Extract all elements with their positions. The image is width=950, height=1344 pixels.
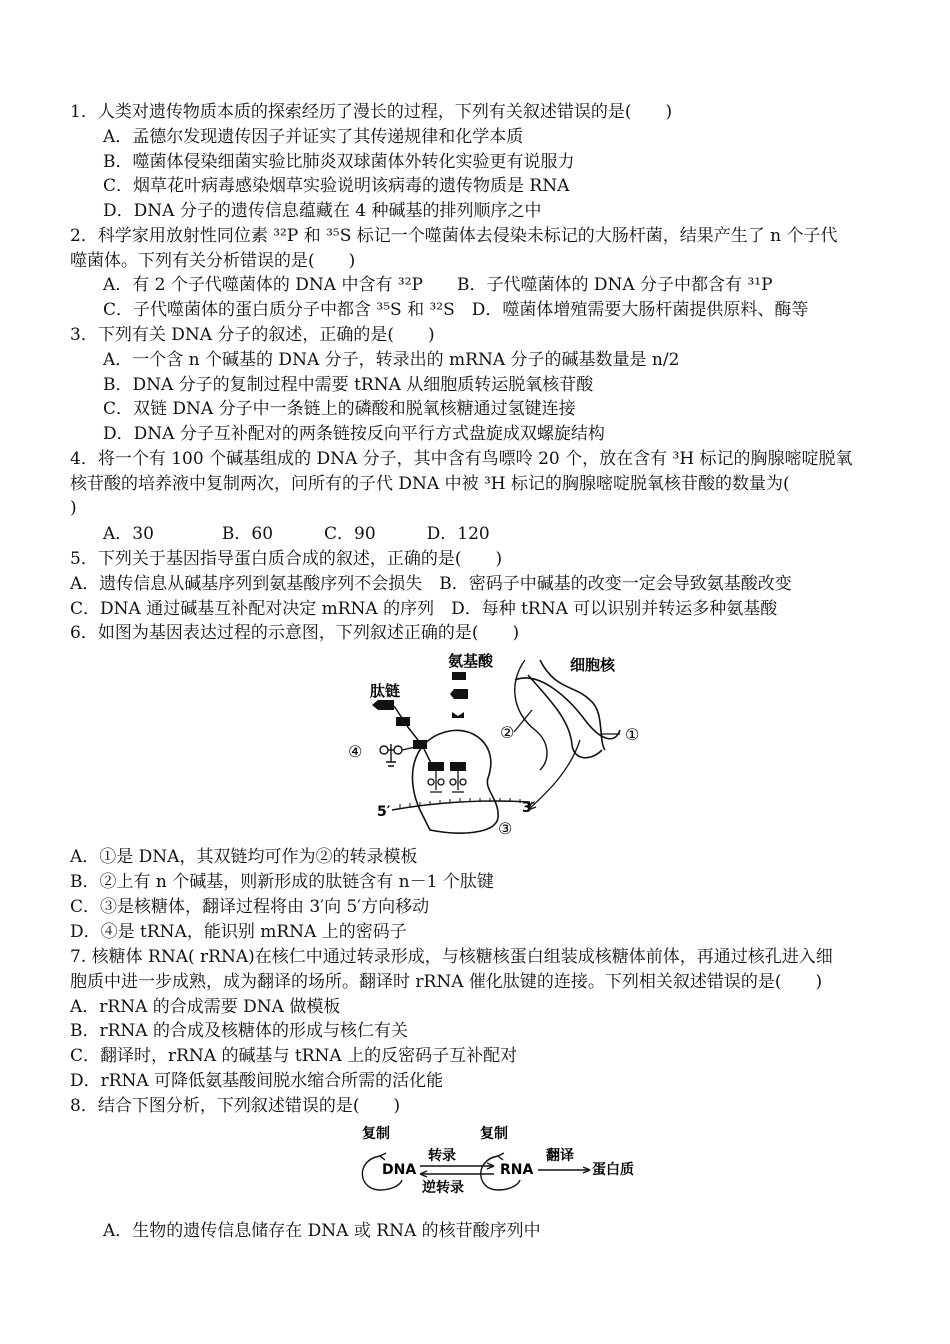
q7-option-b: B．rRNA 的合成及核糖体的形成与核仁有关 (70, 1021, 408, 1041)
label-5-prime: 5′ (377, 804, 391, 820)
q1-option-d: D．DNA 分子的遗传信息蕴藏在 4 种碱基的排列顺序之中 (103, 201, 542, 221)
q6-stem: 6．如图为基因表达过程的示意图，下列叙述正确的是( ) (70, 623, 520, 643)
mrna-strand (392, 801, 530, 810)
q5-options-cd: C．DNA 通过碱基互补配对决定 mRNA 的序列 D．每种 tRNA 可以识别并转运多种氨基酸 (70, 599, 778, 619)
q4-stem-line3: ) (70, 498, 77, 518)
dna-helix (515, 660, 620, 758)
label-3-prime: 3′ (522, 800, 536, 816)
label-replication-rna: 复制 (480, 1126, 508, 1142)
q8-stem: 8．结合下图分析，下列叙述错误的是( ) (70, 1096, 401, 1116)
q8-option-a: A．生物的遗传信息储存在 DNA 或 RNA 的核苷酸序列中 (103, 1221, 541, 1241)
q1-stem: 1．人类对遗传物质本质的探索经历了漫长的过程，下列有关叙述错误的是( ) (70, 102, 673, 122)
nucleus-membrane (515, 660, 547, 770)
label-protein: 蛋白质 (592, 1162, 634, 1178)
q7-option-d: D．rRNA 可降低氨基酸间脱水缩合所需的活化能 (70, 1071, 444, 1091)
q6-option-d: D．④是 tRNA，能识别 mRNA 上的密码子 (70, 922, 407, 942)
q2-stem-line1: 2．科学家用放射性同位素 ³²P 和 ³⁵S 标记一个噬菌体去侵染未标记的大肠杆菌，结果产生了 n 个子代 (70, 226, 838, 246)
q2-options-ab: A．有 2 个子代噬菌体的 DNA 中含有 ³²P B．子代噬菌体的 DNA 分子中都含有 ³¹P (103, 275, 773, 295)
central-dogma-diagram (350, 1120, 650, 1200)
amino-acid-shapes (450, 672, 468, 718)
gene-expression-diagram (340, 650, 670, 840)
q3-option-c: C．双链 DNA 分子中一条链上的磷酸和脱氧核糖通过氢键连接 (103, 399, 576, 419)
marker-2: ② (500, 723, 515, 742)
q4-stem-line2: 核苷酸的培养液中复制两次，问所有的子代 DNA 中被 ³H 标记的胸腺嘧啶脱氧核苷酸的数量为( (70, 474, 790, 494)
q6-option-a: A．①是 DNA，其双链均可作为②的转录模板 (70, 847, 418, 867)
q1-option-b: B．噬菌体侵染细菌实验比肺炎双球菌体外转化实验更有说服力 (103, 152, 575, 172)
q4-options: A．30 B．60 C．90 D．120 (103, 524, 490, 544)
marker-1: ① (625, 725, 640, 744)
q7-option-a: A．rRNA 的合成需要 DNA 做模板 (70, 997, 341, 1017)
q2-stem-line2: 噬菌体。下列有关分析错误的是( ) (70, 251, 356, 271)
label-replication-dna: 复制 (362, 1126, 390, 1142)
label-reverse-transcription: 逆转录 (422, 1180, 464, 1196)
q7-option-c: C．翻译时，rRNA 的碱基与 tRNA 上的反密码子互补配对 (70, 1046, 518, 1066)
q4-stem-line1: 4．将一个有 100 个碱基组成的 DNA 分子，其中含有鸟嘌呤 20 个，放在含有 ³H 标记的胸腺嘧啶脱氧 (70, 449, 853, 469)
q5-stem: 5．下列关于基因指导蛋白质合成的叙述，正确的是( ) (70, 549, 503, 569)
marker-3: ③ (498, 819, 513, 838)
q3-stem: 3．下列有关 DNA 分子的叙述，正确的是( ) (70, 325, 435, 345)
q7-stem-line1: 7. 核糖体 RNA( rRNA)在核仁中通过转录形成，与核糖核蛋白组装成核糖体前体，再通过核孔进入细 (70, 947, 833, 967)
label-rna: RNA (500, 1162, 534, 1178)
q6-option-b: B．②上有 n 个碱基，则新形成的肽链含有 n－1 个肽键 (70, 872, 494, 892)
label-nucleus: 细胞核 (570, 656, 616, 674)
q1-option-c: C．烟草花叶病毒感染烟草实验说明该病毒的遗传物质是 RNA (103, 176, 570, 196)
marker-4: ④ (348, 742, 363, 761)
label-translation: 翻译 (546, 1148, 574, 1164)
q6-option-c: C．③是核糖体，翻译过程将由 3′向 5′方向移动 (70, 897, 430, 917)
label-dna: DNA (382, 1162, 417, 1178)
peptide-chain (372, 700, 432, 765)
ribosome-trnas (428, 762, 466, 792)
q5-options-ab: A．遗传信息从碱基序列到氨基酸序列不会损失 B．密码子中碱基的改变一定会导致氨基酸改变 (70, 574, 792, 594)
q3-option-a: A．一个含 n 个碱基的 DNA 分子，转录出的 mRNA 分子的碱基数量是 n/2 (103, 350, 680, 370)
q2-options-cd: C．子代噬菌体的蛋白质分子中都含 ³⁵S 和 ³²S D．噬菌体增殖需要大肠杆菌提供原料、酶等 (103, 300, 809, 320)
label-amino-acid: 氨基酸 (448, 652, 494, 670)
q3-option-d: D．DNA 分子互补配对的两条链按反向平行方式盘旋成双螺旋结构 (103, 424, 605, 444)
q1-option-a: A．孟德尔发现遗传因子并证实了其传递规律和化学本质 (103, 127, 524, 147)
label-peptide: 肽链 (370, 682, 401, 700)
q7-stem-line2: 胞质中进一步成熟，成为翻译的场所。翻译时 rRNA 催化肽键的连接。下列相关叙述错误的是( ) (70, 972, 823, 992)
label-transcription: 转录 (428, 1148, 456, 1164)
q3-option-b: B．DNA 分子的复制过程中需要 tRNA 从细胞质转运脱氧核苷酸 (103, 375, 594, 395)
